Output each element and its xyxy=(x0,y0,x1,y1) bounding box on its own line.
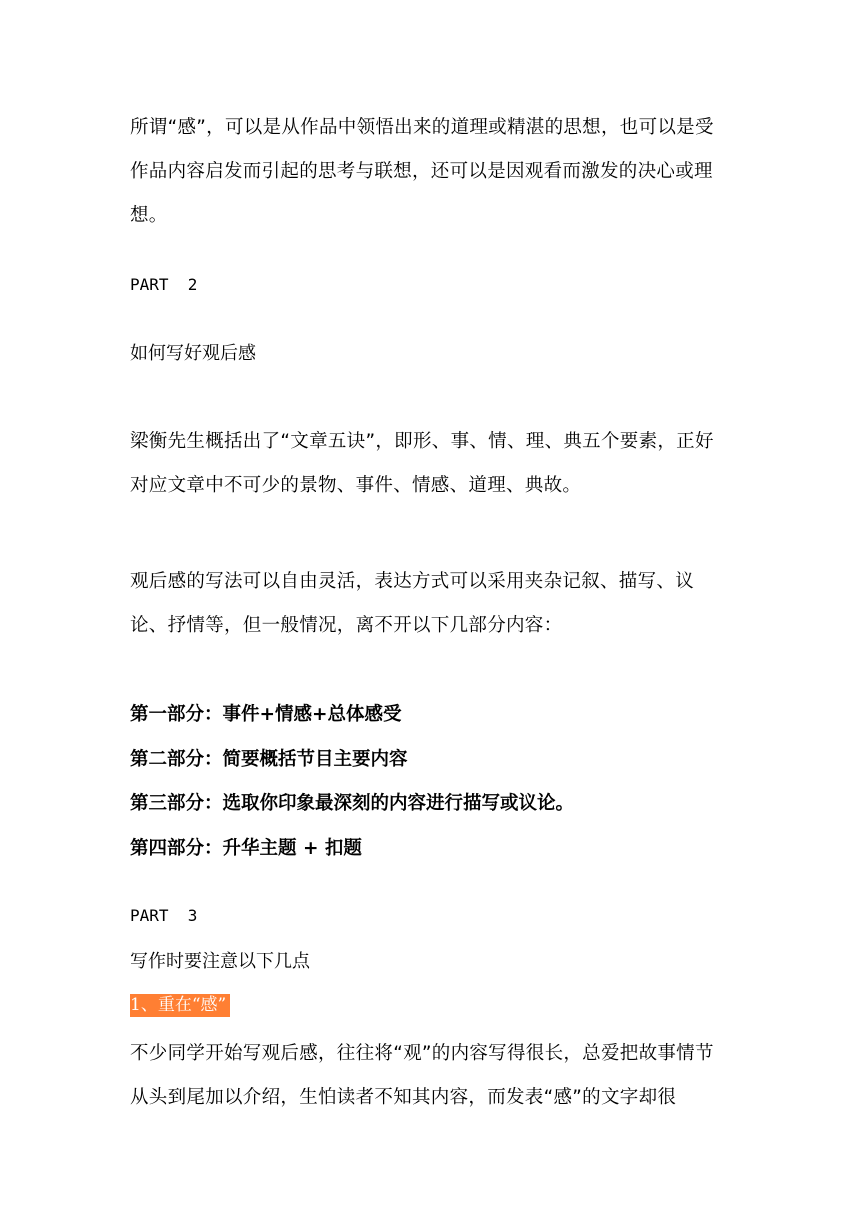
part2-title: 如何写好观后感 xyxy=(130,343,256,364)
structure-item-4: 第四部分：升华主题 + 扣题 xyxy=(130,838,362,859)
intro-paragraph: 所谓“感”，可以是从作品中领悟出来的道理或精湛的思想，也可以是受作品内容启发而引起的思考与联想，还可以是因观看而激发的决心或理想。 xyxy=(130,117,714,226)
part2-paragraph-2: 观后感的写法可以自由灵活，表达方式可以采用夹杂记叙、描写、议论、抒情等，但一般情况，离不开以下几部分内容： xyxy=(130,571,695,636)
point1-paragraph: 不少同学开始写观后感，往往将“观”的内容写得很长，总爱把故事情节从头到尾加以介绍，生怕读者不知其内容，而发表“感”的文字却很 xyxy=(130,1043,714,1108)
structure-item-3: 第三部分：选取你印象最深刻的内容进行描写或议论。 xyxy=(130,793,575,814)
part2-label: PART 2 xyxy=(130,275,198,294)
structure-item-1: 第一部分：事件+情感+总体感受 xyxy=(130,704,402,725)
part3-label: PART 3 xyxy=(130,906,198,925)
point1-heading: 1、重在“感” xyxy=(130,994,230,1017)
point1-heading-wrap xyxy=(130,994,230,1017)
part3-title: 写作时要注意以下几点 xyxy=(130,951,310,972)
part2-paragraph-1: 梁衡先生概括出了“文章五诀”，即形、事、情、理、典五个要素，正好对应文章中不可少的景物、事件、情感、道理、典故。 xyxy=(130,431,714,496)
structure-item-2: 第二部分：简要概括节目主要内容 xyxy=(130,749,408,770)
